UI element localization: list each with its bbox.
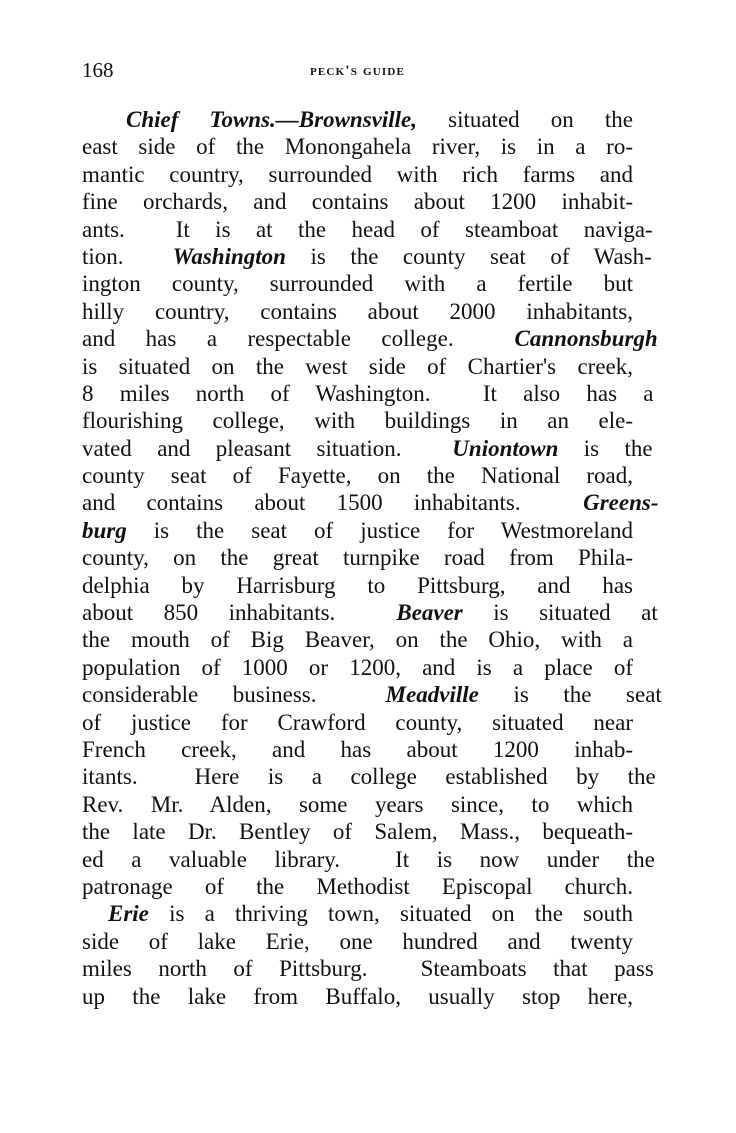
text-run: about 850 inhabitants.	[82, 600, 397, 626]
text-run: considerable business.	[82, 682, 386, 708]
text-run: mantic country, surrounded with rich farms and	[82, 161, 633, 187]
page-number: 168	[82, 58, 114, 82]
text-run: is the seat of justice for Westmoreland	[126, 517, 633, 543]
paragraph	[82, 106, 662, 900]
running-title: peck's guide	[309, 63, 406, 79]
text-line	[82, 709, 633, 736]
text-run: ants. It is at the head of steamboat naviga-	[82, 216, 653, 242]
text-run: is situated at	[462, 600, 658, 626]
text-run: French creek, and has about 1200 inhab-	[82, 736, 633, 762]
text-line	[82, 736, 633, 763]
text-line	[82, 818, 633, 845]
text-run: situated on the	[417, 107, 633, 132]
text-run: ington county, surrounded with a fertile but	[82, 271, 633, 297]
text-line	[82, 544, 633, 571]
text-line	[82, 517, 633, 544]
text-run: of justice for Crawford county, situated near	[82, 709, 633, 735]
text-line	[82, 435, 653, 462]
text-run: itants. Here is a college established by the	[82, 764, 656, 790]
text-line	[82, 489, 659, 516]
text-run: county, on the great turnpike road from Phila-	[82, 545, 633, 571]
italic-place-name: Meadville	[385, 682, 479, 708]
text-run: is a thriving town, situated on the south	[148, 901, 633, 927]
text-line	[82, 407, 633, 434]
text-line	[82, 353, 633, 380]
text-line	[82, 900, 633, 927]
running-head	[82, 58, 633, 82]
text-run: 8 miles north of Washington. It also has a	[82, 380, 654, 406]
italic-place-name: burg	[82, 517, 127, 543]
text-run: and contains about 1500 inhabitants.	[82, 490, 584, 516]
text-line	[82, 161, 633, 188]
text-line	[82, 983, 633, 1010]
text-line	[82, 133, 633, 160]
text-run: fine orchards, and contains about 1200 inhabit-	[82, 189, 633, 215]
text-line	[82, 462, 633, 489]
text-run: is situated on the west side of Chartier's creek,	[82, 353, 633, 379]
text-run: ed a valuable library. It is now under the	[82, 846, 655, 872]
italic-place-name: Chief Towns.—Brownsville,	[126, 107, 417, 132]
text-run: population of 1000 or 1200, and is a place of	[82, 654, 633, 680]
text-line	[82, 846, 655, 873]
body-text	[82, 106, 662, 1010]
text-run: flourishing college, with buildings in an ele-	[82, 408, 633, 434]
text-run: is the	[558, 435, 653, 461]
text-run: vated and pleasant situation.	[82, 435, 453, 461]
text-line	[82, 298, 633, 325]
text-run: miles north of Pittsburg. Steamboats that pass	[82, 956, 654, 982]
italic-place-name: Erie	[108, 901, 149, 927]
text-run: side of lake Erie, one hundred and twenty	[82, 928, 633, 954]
text-line	[82, 270, 633, 297]
text-line	[82, 654, 633, 681]
text-line	[82, 791, 633, 818]
italic-place-name: Uniontown	[452, 435, 559, 461]
italic-place-name: Beaver	[396, 600, 463, 626]
text-line	[82, 955, 654, 982]
text-run: is the seat	[478, 682, 662, 708]
text-line	[82, 188, 633, 215]
text-run: is the county seat of Wash-	[285, 243, 652, 269]
text-run: the late Dr. Bentley of Salem, Mass., bequeath-	[82, 819, 633, 845]
text-run: east side of the Monongahela river, is in a ro-	[82, 134, 633, 160]
text-run: Rev. Mr. Alden, some years since, to which	[82, 791, 633, 817]
text-run: and has a respectable college.	[82, 326, 515, 352]
text-run: up the lake from Buffalo, usually stop here,	[82, 983, 633, 1009]
text-line	[82, 380, 654, 407]
text-line	[82, 106, 633, 133]
text-line	[82, 873, 633, 900]
text-line	[82, 626, 633, 653]
text-line	[82, 928, 633, 955]
text-line	[82, 681, 662, 708]
text-run: tion.	[82, 243, 173, 269]
italic-place-name: Cannonsburgh	[514, 326, 658, 352]
text-line	[82, 216, 653, 243]
text-run: patronage of the Methodist Episcopal church.	[82, 873, 633, 899]
paragraph	[82, 900, 654, 1010]
text-run: the mouth of Big Beaver, on the Ohio, with a	[82, 627, 633, 653]
text-line	[82, 325, 658, 352]
text-run: delphia by Harrisburg to Pittsburg, and has	[82, 572, 633, 598]
text-run: county seat of Fayette, on the National road,	[82, 463, 633, 489]
text-line	[82, 243, 652, 270]
text-line	[82, 599, 658, 626]
text-line	[82, 763, 656, 790]
text-line	[82, 572, 633, 599]
italic-place-name: Greens-	[583, 490, 659, 516]
italic-place-name: Washington	[172, 243, 286, 269]
text-run: hilly country, contains about 2000 inhabitants,	[82, 298, 633, 324]
